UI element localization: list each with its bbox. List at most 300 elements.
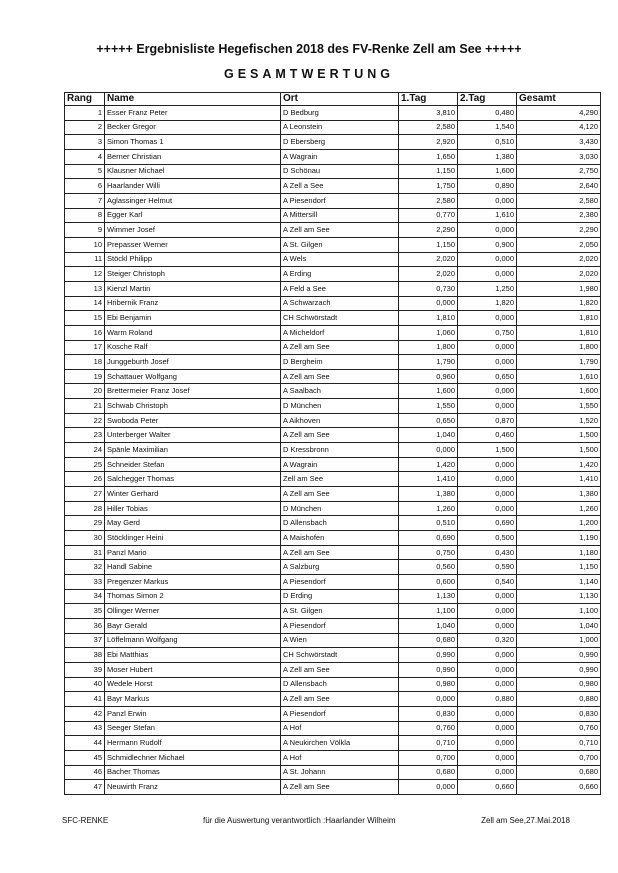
cell-rank: 9 <box>65 223 105 238</box>
cell-total: 1,190 <box>517 531 601 546</box>
cell-rank: 17 <box>65 340 105 355</box>
cell-total: 2,380 <box>517 208 601 223</box>
cell-day2: 0,460 <box>458 428 517 443</box>
cell-day2: 1,600 <box>458 164 517 179</box>
cell-rank: 41 <box>65 692 105 707</box>
cell-name: Wimmer Josef <box>105 223 281 238</box>
table-row <box>65 106 601 121</box>
cell-day1: 2,580 <box>399 193 458 208</box>
cell-day2: 0,000 <box>458 340 517 355</box>
cell-name: Löffelmann Wolfgang <box>105 633 281 648</box>
cell-total: 1,140 <box>517 575 601 590</box>
cell-rank: 32 <box>65 560 105 575</box>
cell-place: A Zell a See <box>281 179 399 194</box>
cell-day1: 0,770 <box>399 208 458 223</box>
cell-day2: 0,000 <box>458 721 517 736</box>
cell-day2: 0,480 <box>458 106 517 121</box>
cell-place: A Aikhoven <box>281 413 399 428</box>
cell-rank: 11 <box>65 252 105 267</box>
cell-day1: 0,960 <box>399 369 458 384</box>
cell-name: Bayr Gerald <box>105 618 281 633</box>
cell-rank: 20 <box>65 384 105 399</box>
cell-name: Klausner Michael <box>105 164 281 179</box>
table-row <box>65 340 601 355</box>
cell-day1: 1,260 <box>399 501 458 516</box>
cell-name: Unterberger Walter <box>105 428 281 443</box>
cell-day1: 0,000 <box>399 780 458 795</box>
cell-place: A Zell am See <box>281 692 399 707</box>
cell-day2: 0,880 <box>458 692 517 707</box>
cell-total: 1,100 <box>517 604 601 619</box>
cell-total: 1,550 <box>517 399 601 414</box>
cell-total: 1,200 <box>517 516 601 531</box>
cell-name: Seeger Stefan <box>105 721 281 736</box>
cell-name: May Gerd <box>105 516 281 531</box>
cell-place: A Zell am See <box>281 369 399 384</box>
footer-responsible: für die Auswertung verantwortlich :Haarlander Wilheim <box>203 816 396 825</box>
cell-place: A Hof <box>281 750 399 765</box>
table-row <box>65 296 601 311</box>
cell-total: 1,500 <box>517 443 601 458</box>
cell-place: A Hof <box>281 721 399 736</box>
cell-place: D München <box>281 501 399 516</box>
cell-day1: 0,650 <box>399 413 458 428</box>
cell-rank: 35 <box>65 604 105 619</box>
cell-day1: 1,040 <box>399 428 458 443</box>
cell-day1: 2,020 <box>399 252 458 267</box>
table-row <box>65 750 601 765</box>
cell-place: A Schwarzach <box>281 296 399 311</box>
cell-day1: 0,560 <box>399 560 458 575</box>
cell-day1: 0,760 <box>399 721 458 736</box>
cell-day1: 0,700 <box>399 750 458 765</box>
table-row <box>65 369 601 384</box>
cell-day2: 0,000 <box>458 589 517 604</box>
cell-rank: 36 <box>65 618 105 633</box>
table-row <box>65 223 601 238</box>
cell-total: 2,290 <box>517 223 601 238</box>
cell-total: 4,290 <box>517 106 601 121</box>
cell-name: Pregenzer Markus <box>105 575 281 590</box>
cell-day2: 0,000 <box>458 384 517 399</box>
cell-day1: 2,920 <box>399 135 458 150</box>
cell-place: D Allensbach <box>281 516 399 531</box>
cell-place: A Wien <box>281 633 399 648</box>
cell-day2: 0,430 <box>458 545 517 560</box>
cell-name: Schneider Stefan <box>105 457 281 472</box>
header-total: Gesamt <box>517 93 601 106</box>
cell-place: A Saalbach <box>281 384 399 399</box>
cell-day2: 0,000 <box>458 750 517 765</box>
cell-rank: 40 <box>65 677 105 692</box>
cell-rank: 15 <box>65 311 105 326</box>
cell-name: Hermann Rudolf <box>105 736 281 751</box>
cell-total: 1,130 <box>517 589 601 604</box>
cell-place: D Bedburg <box>281 106 399 121</box>
cell-total: 1,980 <box>517 281 601 296</box>
cell-name: Salchegger Thomas <box>105 472 281 487</box>
cell-rank: 47 <box>65 780 105 795</box>
cell-day2: 0,320 <box>458 633 517 648</box>
table-row <box>65 413 601 428</box>
table-row <box>65 648 601 663</box>
table-row <box>65 633 601 648</box>
cell-place: A Zell am See <box>281 428 399 443</box>
cell-day1: 1,150 <box>399 164 458 179</box>
footer-place-date: Zell am See,27.Mai.2018 <box>481 816 570 825</box>
cell-place: D Bergheim <box>281 355 399 370</box>
cell-place: A Piesendorf <box>281 618 399 633</box>
cell-day1: 0,000 <box>399 692 458 707</box>
cell-rank: 5 <box>65 164 105 179</box>
table-row <box>65 443 601 458</box>
cell-day1: 1,040 <box>399 618 458 633</box>
cell-day1: 0,680 <box>399 633 458 648</box>
cell-rank: 43 <box>65 721 105 736</box>
cell-rank: 42 <box>65 706 105 721</box>
cell-day1: 0,690 <box>399 531 458 546</box>
cell-total: 0,880 <box>517 692 601 707</box>
cell-name: Wedele Horst <box>105 677 281 692</box>
cell-day1: 1,800 <box>399 340 458 355</box>
table-row <box>65 545 601 560</box>
cell-place: A Piesendorf <box>281 193 399 208</box>
cell-place: A Erding <box>281 267 399 282</box>
cell-day2: 0,000 <box>458 677 517 692</box>
cell-name: Ebi Matthias <box>105 648 281 663</box>
cell-place: A Wagrain <box>281 149 399 164</box>
cell-total: 3,430 <box>517 135 601 150</box>
cell-day2: 0,000 <box>458 457 517 472</box>
cell-total: 0,700 <box>517 750 601 765</box>
cell-name: Egger Karl <box>105 208 281 223</box>
cell-total: 0,760 <box>517 721 601 736</box>
table-row <box>65 164 601 179</box>
cell-place: Zell am See <box>281 472 399 487</box>
cell-rank: 21 <box>65 399 105 414</box>
cell-name: Simon Thomas 1 <box>105 135 281 150</box>
cell-place: D Kressbronn <box>281 443 399 458</box>
cell-name: Haarlander Willi <box>105 179 281 194</box>
cell-total: 1,420 <box>517 457 601 472</box>
cell-place: CH Schwörstadt <box>281 311 399 326</box>
cell-day2: 0,540 <box>458 575 517 590</box>
table-row <box>65 355 601 370</box>
cell-day2: 0,000 <box>458 501 517 516</box>
header-day2: 2.Tag <box>458 93 517 106</box>
cell-day1: 0,750 <box>399 545 458 560</box>
cell-total: 1,810 <box>517 311 601 326</box>
cell-name: Kosche Ralf <box>105 340 281 355</box>
cell-day1: 1,100 <box>399 604 458 619</box>
cell-name: Stöckl Philipp <box>105 252 281 267</box>
cell-day2: 0,000 <box>458 765 517 780</box>
cell-rank: 39 <box>65 662 105 677</box>
table-row <box>65 501 601 516</box>
cell-name: Kienzl Martin <box>105 281 281 296</box>
results-table <box>64 92 601 795</box>
cell-day2: 0,000 <box>458 618 517 633</box>
cell-day1: 1,810 <box>399 311 458 326</box>
cell-day1: 1,650 <box>399 149 458 164</box>
cell-rank: 13 <box>65 281 105 296</box>
cell-rank: 30 <box>65 531 105 546</box>
cell-rank: 16 <box>65 325 105 340</box>
cell-rank: 29 <box>65 516 105 531</box>
cell-total: 2,580 <box>517 193 601 208</box>
cell-day2: 0,000 <box>458 648 517 663</box>
cell-rank: 26 <box>65 472 105 487</box>
cell-total: 2,640 <box>517 179 601 194</box>
cell-day1: 0,710 <box>399 736 458 751</box>
table-row <box>65 193 601 208</box>
table-row <box>65 560 601 575</box>
cell-day1: 1,060 <box>399 325 458 340</box>
cell-rank: 25 <box>65 457 105 472</box>
cell-total: 0,990 <box>517 662 601 677</box>
header-rank: Rang <box>65 93 105 106</box>
cell-day2: 0,000 <box>458 399 517 414</box>
cell-name: Berner Christian <box>105 149 281 164</box>
cell-name: Stöcklinger Heini <box>105 531 281 546</box>
table-row <box>65 575 601 590</box>
cell-place: A Maishofen <box>281 531 399 546</box>
cell-rank: 14 <box>65 296 105 311</box>
cell-day2: 0,590 <box>458 560 517 575</box>
table-row <box>65 267 601 282</box>
cell-name: Handl Sabine <box>105 560 281 575</box>
table-row <box>65 736 601 751</box>
cell-day1: 0,730 <box>399 281 458 296</box>
cell-day2: 0,660 <box>458 780 517 795</box>
cell-rank: 31 <box>65 545 105 560</box>
cell-total: 0,990 <box>517 648 601 663</box>
cell-day1: 0,000 <box>399 443 458 458</box>
cell-total: 1,520 <box>517 413 601 428</box>
cell-day2: 0,000 <box>458 736 517 751</box>
page-title: +++++ Ergebnisliste Hegefischen 2018 des FV-Renke Zell am See +++++ <box>96 42 522 56</box>
cell-place: A Zell am See <box>281 780 399 795</box>
cell-day2: 0,870 <box>458 413 517 428</box>
cell-day1: 0,510 <box>399 516 458 531</box>
cell-rank: 46 <box>65 765 105 780</box>
table-row <box>65 516 601 531</box>
cell-day1: 2,290 <box>399 223 458 238</box>
cell-total: 1,040 <box>517 618 601 633</box>
cell-place: A St. Johann <box>281 765 399 780</box>
cell-day2: 0,900 <box>458 237 517 252</box>
table-row <box>65 721 601 736</box>
cell-name: Brettermeier Franz Josef <box>105 384 281 399</box>
cell-total: 0,710 <box>517 736 601 751</box>
cell-rank: 33 <box>65 575 105 590</box>
cell-name: Panzl Mario <box>105 545 281 560</box>
cell-total: 1,150 <box>517 560 601 575</box>
cell-total: 1,810 <box>517 325 601 340</box>
header-place: Ort <box>281 93 399 106</box>
table-row <box>65 252 601 267</box>
cell-name: Schmidlechner Michael <box>105 750 281 765</box>
cell-day2: 0,000 <box>458 706 517 721</box>
cell-day1: 1,750 <box>399 179 458 194</box>
cell-total: 0,830 <box>517 706 601 721</box>
cell-place: CH Schwörstadt <box>281 648 399 663</box>
cell-rank: 2 <box>65 120 105 135</box>
cell-name: Prepasser Werner <box>105 237 281 252</box>
cell-day2: 0,000 <box>458 487 517 502</box>
cell-day2: 0,890 <box>458 179 517 194</box>
cell-place: A Feld a See <box>281 281 399 296</box>
cell-name: Spänle Maximilian <box>105 443 281 458</box>
cell-place: A Neukirchen Völkla <box>281 736 399 751</box>
cell-name: Panzl Erwin <box>105 706 281 721</box>
cell-day1: 1,150 <box>399 237 458 252</box>
cell-day1: 1,380 <box>399 487 458 502</box>
header-row <box>65 93 601 106</box>
cell-day2: 0,000 <box>458 604 517 619</box>
cell-place: D München <box>281 399 399 414</box>
cell-rank: 12 <box>65 267 105 282</box>
table-row <box>65 281 601 296</box>
cell-place: A Leonstein <box>281 120 399 135</box>
cell-name: Bayr Markus <box>105 692 281 707</box>
cell-place: D Erding <box>281 589 399 604</box>
cell-rank: 34 <box>65 589 105 604</box>
cell-total: 0,660 <box>517 780 601 795</box>
cell-rank: 4 <box>65 149 105 164</box>
table-row <box>65 399 601 414</box>
table-row <box>65 120 601 135</box>
cell-rank: 27 <box>65 487 105 502</box>
cell-day2: 0,690 <box>458 516 517 531</box>
cell-total: 1,000 <box>517 633 601 648</box>
footer-club: SFC-RENKE <box>62 816 109 825</box>
cell-rank: 37 <box>65 633 105 648</box>
cell-place: A Zell am See <box>281 340 399 355</box>
cell-total: 1,380 <box>517 487 601 502</box>
header-day1: 1.Tag <box>399 93 458 106</box>
cell-total: 0,980 <box>517 677 601 692</box>
cell-day1: 0,680 <box>399 765 458 780</box>
cell-total: 1,600 <box>517 384 601 399</box>
table-row <box>65 457 601 472</box>
table-row <box>65 487 601 502</box>
table-row <box>65 780 601 795</box>
table-row <box>65 531 601 546</box>
table-row <box>65 604 601 619</box>
cell-name: Schattauer Wolfgang <box>105 369 281 384</box>
cell-name: Bacher Thomas <box>105 765 281 780</box>
cell-total: 4,120 <box>517 120 601 135</box>
cell-place: A Piesendorf <box>281 575 399 590</box>
table-row <box>65 618 601 633</box>
table-row <box>65 179 601 194</box>
cell-total: 2,020 <box>517 267 601 282</box>
cell-day2: 0,000 <box>458 311 517 326</box>
cell-total: 1,800 <box>517 340 601 355</box>
cell-day2: 0,000 <box>458 355 517 370</box>
table-row <box>65 472 601 487</box>
cell-total: 0,680 <box>517 765 601 780</box>
cell-total: 1,820 <box>517 296 601 311</box>
cell-rank: 18 <box>65 355 105 370</box>
table-row <box>65 311 601 326</box>
cell-total: 2,050 <box>517 237 601 252</box>
cell-day2: 0,510 <box>458 135 517 150</box>
table-row <box>65 428 601 443</box>
cell-rank: 10 <box>65 237 105 252</box>
cell-name: Schwab Christoph <box>105 399 281 414</box>
cell-rank: 19 <box>65 369 105 384</box>
cell-total: 1,260 <box>517 501 601 516</box>
table-row <box>65 149 601 164</box>
cell-rank: 3 <box>65 135 105 150</box>
cell-total: 2,750 <box>517 164 601 179</box>
cell-place: A Zell am See <box>281 223 399 238</box>
cell-place: A Wels <box>281 252 399 267</box>
cell-name: Hribernik Franz <box>105 296 281 311</box>
cell-name: Steiger Christoph <box>105 267 281 282</box>
cell-rank: 44 <box>65 736 105 751</box>
table-row <box>65 589 601 604</box>
cell-day1: 0,000 <box>399 296 458 311</box>
table-row <box>65 325 601 340</box>
cell-name: Moser Hubert <box>105 662 281 677</box>
table-row <box>65 765 601 780</box>
table-row <box>65 135 601 150</box>
cell-total: 3,030 <box>517 149 601 164</box>
cell-day2: 1,500 <box>458 443 517 458</box>
cell-rank: 28 <box>65 501 105 516</box>
cell-place: A Micheldorf <box>281 325 399 340</box>
cell-total: 1,180 <box>517 545 601 560</box>
cell-name: Becker Gregor <box>105 120 281 135</box>
table-body <box>65 106 601 795</box>
cell-day2: 1,380 <box>458 149 517 164</box>
cell-total: 1,790 <box>517 355 601 370</box>
cell-day1: 1,420 <box>399 457 458 472</box>
cell-name: Winter Gerhard <box>105 487 281 502</box>
cell-name: Aglassinger Helmut <box>105 193 281 208</box>
cell-day1: 2,580 <box>399 120 458 135</box>
cell-day2: 0,000 <box>458 223 517 238</box>
table-row <box>65 384 601 399</box>
cell-place: A St. Gilgen <box>281 604 399 619</box>
cell-name: Junggeburth Josef <box>105 355 281 370</box>
table-row <box>65 692 601 707</box>
cell-day1: 1,600 <box>399 384 458 399</box>
cell-rank: 38 <box>65 648 105 663</box>
cell-name: Neuwirth Franz <box>105 780 281 795</box>
cell-name: Esser Franz Peter <box>105 106 281 121</box>
cell-day1: 2,020 <box>399 267 458 282</box>
cell-day2: 0,750 <box>458 325 517 340</box>
cell-name: Ebi Benjamin <box>105 311 281 326</box>
cell-day2: 1,610 <box>458 208 517 223</box>
table-row <box>65 662 601 677</box>
header-name: Name <box>105 93 281 106</box>
cell-day1: 1,790 <box>399 355 458 370</box>
cell-name: Hiller Tobias <box>105 501 281 516</box>
cell-day2: 1,250 <box>458 281 517 296</box>
cell-day1: 0,990 <box>399 648 458 663</box>
cell-day1: 3,810 <box>399 106 458 121</box>
cell-rank: 24 <box>65 443 105 458</box>
cell-place: A Zell am See <box>281 662 399 677</box>
cell-day1: 0,990 <box>399 662 458 677</box>
cell-rank: 8 <box>65 208 105 223</box>
table-row <box>65 706 601 721</box>
